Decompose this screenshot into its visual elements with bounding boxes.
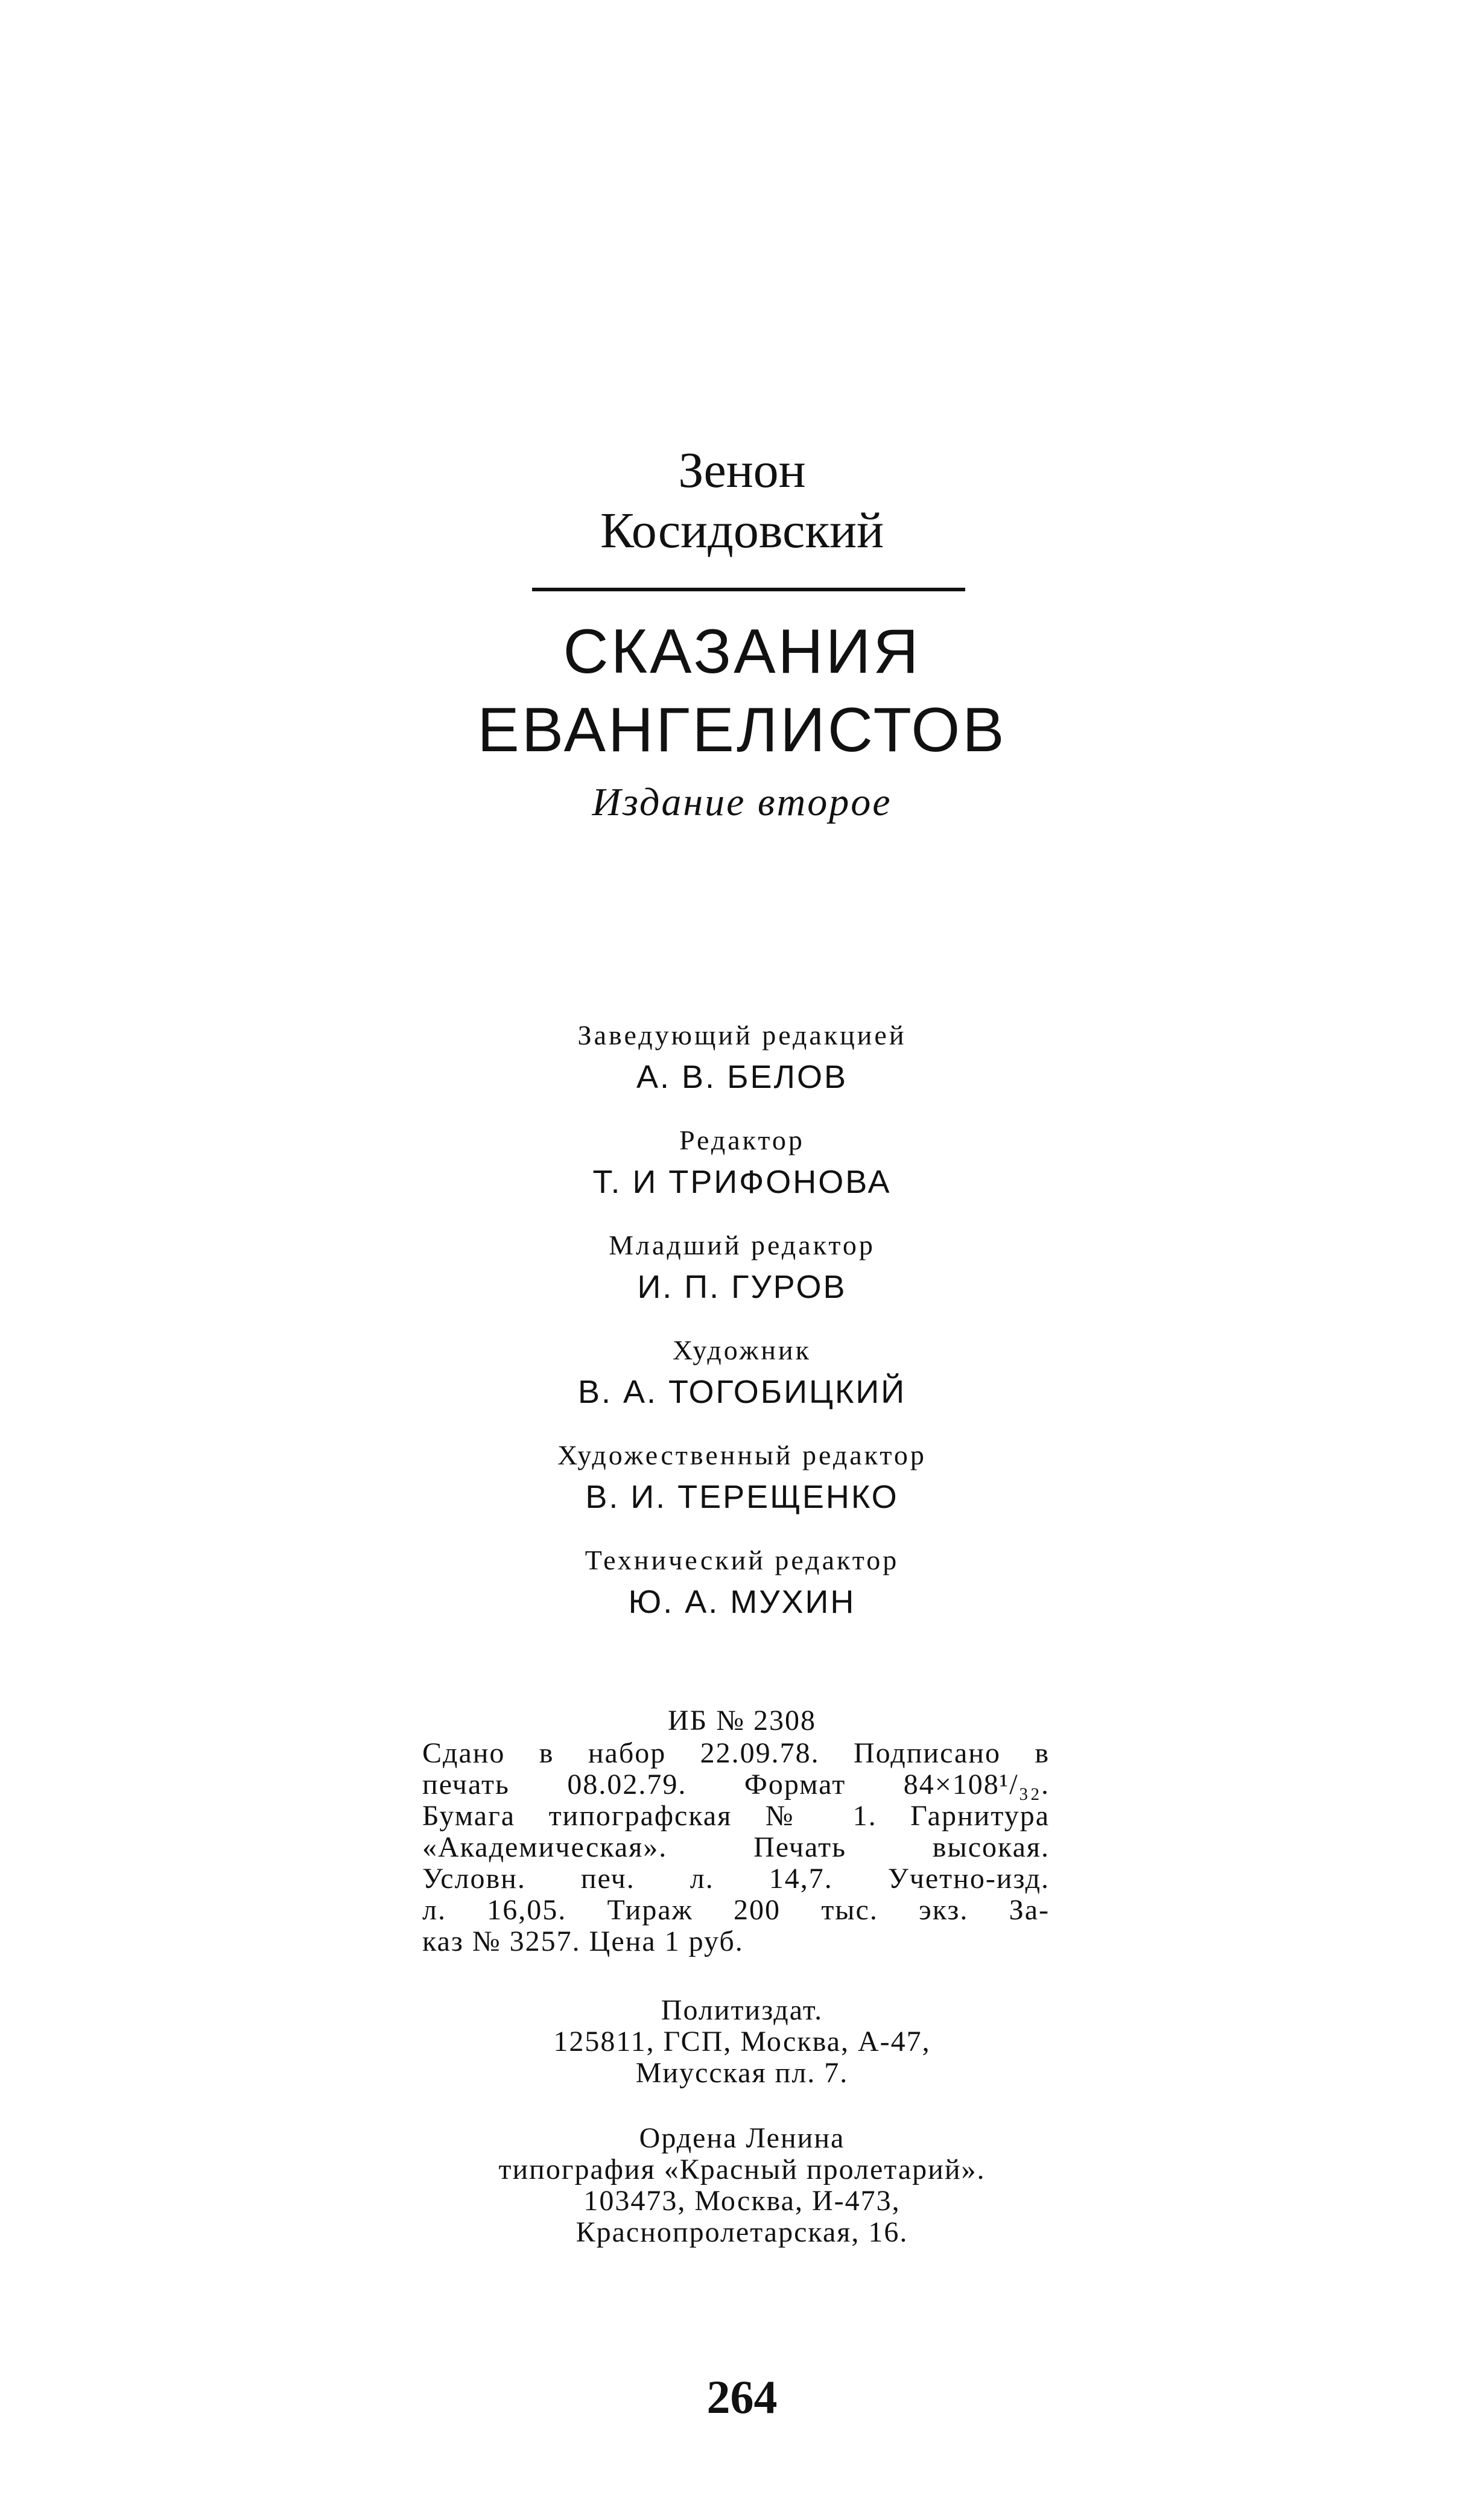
print-detail-line: каз № 3257. Цена 1 руб.	[422, 1925, 744, 1957]
printer-line: 103473, Москва, И-473,	[583, 2185, 901, 2217]
print-detail-line: Сдано в набор 22.09.78. Подписано в	[422, 1737, 1050, 1769]
print-detail-line: Условн. печ. л. 14,7. Учетно-изд.	[422, 1863, 1050, 1895]
book-title-line-2: ЕВАНГЕЛИСТОВ	[477, 695, 1007, 765]
publisher-line: Миусская пл. 7.	[635, 2057, 849, 2089]
printer-line: типография «Красный пролетарий».	[498, 2153, 986, 2185]
credit-name: В. И. ТЕРЕЩЕНКО	[585, 1479, 899, 1515]
credit-role: Технический редактор	[585, 1545, 899, 1575]
book-title-line-1: СКАЗАНИЯ	[563, 617, 921, 687]
printer-line: Краснопролетарская, 16.	[576, 2216, 908, 2248]
credit-name: В. А. ТОГОБИЦКИЙ	[577, 1374, 907, 1410]
credit-name: Т. И ТРИФОНОВА	[592, 1164, 892, 1200]
author-last-name: Косидовский	[600, 503, 884, 559]
ib-number: ИБ № 2308	[667, 1705, 817, 1737]
credit-role: Художественный редактор	[557, 1440, 927, 1470]
credit-name: А. В. БЕЛОВ	[636, 1059, 848, 1095]
printer-line: Ордена Ленина	[639, 2122, 845, 2154]
print-details	[422, 1738, 1050, 1957]
title-divider	[532, 588, 965, 591]
publisher-line: 125811, ГСП, Москва, А-47,	[553, 2026, 931, 2058]
print-detail-line: печать 08.02.79. Формат 84×108¹/₃₂.	[422, 1769, 1050, 1800]
print-detail-line: л. 16,05. Тираж 200 тыс. экз. За-	[422, 1894, 1050, 1926]
edition-note: Издание второе	[592, 780, 892, 824]
author-first-name: Зенон	[678, 442, 806, 498]
credit-role: Редактор	[679, 1125, 805, 1155]
credit-role: Младший редактор	[609, 1230, 875, 1260]
credit-role: Художник	[673, 1335, 811, 1365]
print-detail-line: «Академическая». Печать высокая.	[422, 1831, 1050, 1863]
credit-role: Заведующий редакцией	[577, 1020, 907, 1050]
publisher-line: Политиздат.	[661, 1994, 823, 2026]
page-number: 264	[706, 2371, 778, 2423]
credit-name: И. П. ГУРОВ	[637, 1269, 847, 1305]
print-detail-line: Бумага типографская № 1. Гарнитура	[422, 1800, 1050, 1832]
credit-name: Ю. А. МУХИН	[628, 1584, 856, 1620]
